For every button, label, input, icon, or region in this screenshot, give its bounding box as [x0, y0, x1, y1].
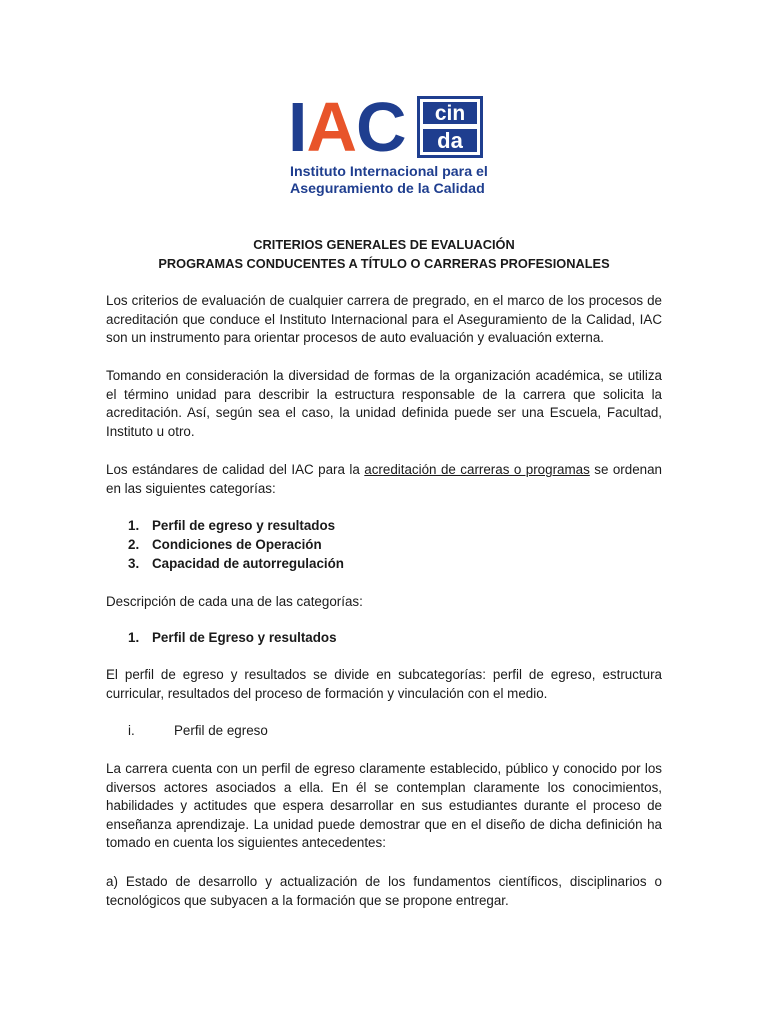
item-a-paragraph: a) Estado de desarrollo y actualización de los fundamentos científicos, disciplinarios o tecnológicos que subyacen a la formación que se propone entregar.	[106, 874, 662, 908]
intro-paragraph: Los criterios de evaluación de cualquier carrera de pregrado, en el marco de los procesos de acreditación que conduce el Instituto Internacional para el Aseguramiento de la Calidad, IAC son un instrumento para orientar procesos de auto evaluación y evaluación externa.	[106, 293, 662, 346]
accreditation-link[interactable]: acreditación de carreras o programas	[364, 462, 590, 477]
subsection-heading: i. Perfil de egreso	[128, 723, 268, 738]
diversity-paragraph: Tomando en consideración la diversidad de formas de la organización académica, se utiliza el término unidad para describir la estructura responsable de la carrera que solicita la acreditación. Así, según sea el caso, la unidad definida puede ser una Escuela, Facultad, Instituto u otro.	[106, 368, 662, 439]
svg-text:da: da	[437, 128, 463, 153]
document-title: CRITERIOS GENERALES DE EVALUACIÓN	[253, 237, 515, 252]
career-paragraph: La carrera cuenta con un perfil de egreso claramente establecido, público y conocido por los diversos actores asociados a ella. En él se contemplan claramente los conocimientos, habilidades y actitudes que espera desarrollar en sus estudiantes durante el proceso de enseñanza aprendizaje. La unidad puede demostrar que en el diseño de dicha definición ha tomado en cuenta los siguientes antecedentes:	[106, 761, 662, 851]
logo-subtitle: Instituto Internacional para el Aseguramiento de la Calidad	[290, 164, 488, 197]
standards-paragraph: Los estándares de calidad del IAC para la acreditación de carreras o programas se ordenan en las siguientes categorías:	[106, 462, 663, 496]
iac-cinda-logo	[288, 88, 488, 207]
description-intro: Descripción de cada una de las categorías:	[106, 594, 363, 609]
document-subtitle: PROGRAMAS CONDUCENTES A TÍTULO O CARRERAS PROFESIONALES	[158, 256, 610, 271]
iac-wordmark: IAC	[288, 88, 406, 166]
cinda-logo-icon	[417, 96, 483, 158]
profile-paragraph: El perfil de egreso y resultados se divide en subcategorías: perfil de egreso, estructura curricular, resultados del proceso de formación y vinculación con el medio.	[106, 667, 662, 701]
category-item: 1. Perfil de egreso y resultados	[128, 518, 336, 533]
category-item: 2. Condiciones de Operación	[128, 537, 322, 552]
svg-text:cin: cin	[434, 102, 466, 125]
section-heading: 1. Perfil de Egreso y resultados	[128, 630, 337, 645]
category-item: 3. Capacidad de autorregulación	[128, 556, 344, 571]
